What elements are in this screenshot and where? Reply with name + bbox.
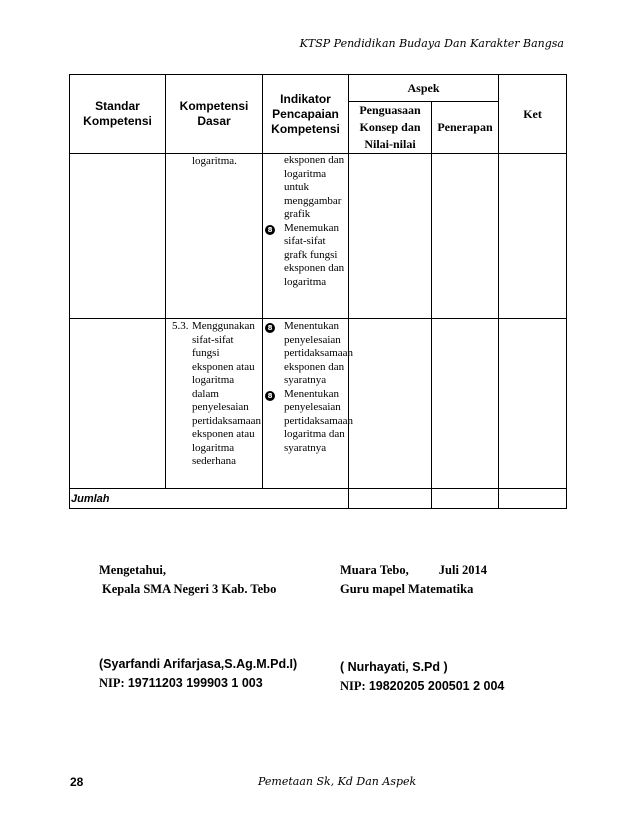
cell-kd xyxy=(166,319,263,489)
left-signature-block xyxy=(99,561,276,599)
cell-indikator xyxy=(263,319,354,489)
left-signatory xyxy=(99,655,297,693)
bullet-icon: 8 xyxy=(265,323,275,333)
jumlah-label: Jumlah xyxy=(70,489,349,509)
kd-number: 5.3. xyxy=(172,320,189,332)
mapping-table xyxy=(69,74,567,509)
table-header-row xyxy=(70,75,567,102)
cell-standar xyxy=(70,319,166,489)
date-text: Juli 2014 xyxy=(438,563,488,577)
header-aspek: Aspek xyxy=(349,75,499,102)
cell-penerapan xyxy=(432,154,499,319)
header-penguasaan-konsep: Penguasaan Konsep dan Nilai-nilai xyxy=(349,102,432,154)
cell-kd xyxy=(166,154,263,319)
indicator-text: Menemukan sifat-sifat grafk fungsi eksponen dan logaritma xyxy=(284,221,345,288)
page-number: 28 xyxy=(70,775,84,789)
header-indikator: Indikator Pencapaian Kompetensi xyxy=(263,75,349,154)
bullet-icon: 8 xyxy=(265,391,275,401)
place-text: Muara Tebo, xyxy=(340,563,409,577)
nip-label: NIP: xyxy=(340,679,366,693)
guru-nip: 19820205 200501 2 004 xyxy=(368,679,505,693)
right-signature-block xyxy=(340,561,487,599)
jumlah-row xyxy=(70,489,567,509)
indicator-item xyxy=(263,387,354,456)
header-kompetensi-dasar: Kompetensi Dasar xyxy=(166,75,263,154)
footer-title: Pemetaan Sk, Kd Dan Aspek xyxy=(258,775,417,788)
kd-text: logaritma. xyxy=(192,155,237,167)
right-signatory xyxy=(340,658,504,696)
cell-penguasaan xyxy=(349,319,432,489)
cell-standar xyxy=(70,154,166,319)
kepala-sekolah-name: (Syarfandi Arifarjasa,S.Ag.M.Pd.I) xyxy=(99,657,298,671)
cell-indikator xyxy=(263,154,349,319)
indicator-text: Menentukan penyelesaian pertidaksamaan eksponen dan syaratnya xyxy=(284,320,354,386)
header-standar-kompetensi: Standar Kompetensi xyxy=(70,75,166,154)
indicator-item xyxy=(263,154,348,222)
indicator-text: Menentukan penyelesaian pertidaksamaan logaritma dan syaratnya xyxy=(284,387,354,454)
running-header: KTSP Pendidikan Budaya Dan Karakter Bangsa xyxy=(299,37,564,50)
table-row xyxy=(70,154,567,319)
cell-ket xyxy=(499,154,567,319)
indicator-item xyxy=(263,319,354,388)
table-row xyxy=(70,319,567,489)
header-penerapan: Penerapan xyxy=(432,102,499,154)
cell-ket xyxy=(499,319,567,489)
indicator-item xyxy=(263,222,348,290)
indicator-text: eksponen dan logaritma untuk menggambar grafik xyxy=(284,154,345,220)
guru-name: ( Nurhayati, S.Pd ) xyxy=(340,660,448,674)
header-ket: Ket xyxy=(499,75,567,154)
mengetahui-text: Mengetahui, xyxy=(99,563,167,577)
bullet-icon: 8 xyxy=(265,225,275,235)
guru-title: Guru mapel Matematika xyxy=(340,582,474,596)
kd-text: Menggunakan sifat-sifat fungsi eksponen atau logaritma dalam penyelesaian pertidaksamaan eksponen atau logaritma sederhana xyxy=(192,320,262,467)
kepala-sekolah-title: Kepala SMA Negeri 3 Kab. Tebo xyxy=(102,582,277,596)
nip-label: NIP: xyxy=(99,676,125,690)
kepala-sekolah-nip: 19711203 199903 1 003 xyxy=(127,676,263,690)
cell-penerapan xyxy=(432,319,499,489)
cell-penguasaan xyxy=(349,154,432,319)
